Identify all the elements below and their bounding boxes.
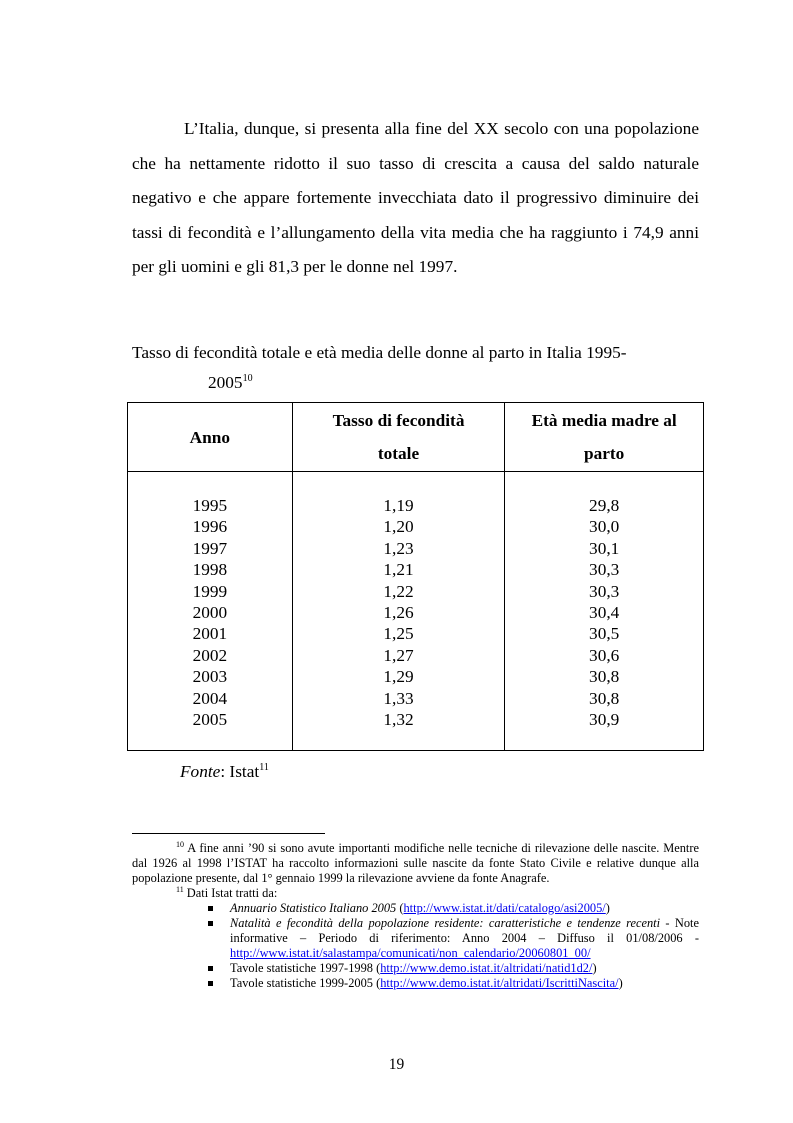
- tasso-cell: 1,23: [383, 538, 414, 558]
- caption-footnote-ref[interactable]: 10: [242, 373, 253, 384]
- anno-cell: 1998: [192, 560, 228, 580]
- anno-cell: 1996: [192, 517, 228, 537]
- source-link[interactable]: http://www.istat.it/dati/catalogo/asi2005/: [403, 901, 606, 915]
- header-tasso: [292, 403, 505, 472]
- footnote-10-text: A fine anni ’90 si sono avute importanti modifiche nelle tecniche di rilevazione delle nascite. Mentre dal 1926 al 1998 l’ISTAT ha raccolto informazioni sulle nascite da fonte Stato Civile e relative dunque alla popolazione presente, dal 1° gennaio 1999 la rilevazione avviene da fonte Anagrafe.: [132, 841, 699, 885]
- source-title: Annuario Statistico Italiano 2005: [230, 901, 397, 915]
- tasso-cell: 1,27: [383, 645, 414, 665]
- tasso-column: [292, 472, 505, 751]
- caption-line2: [132, 367, 699, 399]
- source-link[interactable]: http://www.demo.istat.it/altridati/IscrittiNascita/: [380, 976, 619, 990]
- source-label: Fonte: [180, 762, 221, 781]
- anno-cell: 2002: [192, 645, 228, 665]
- header-tasso-line2: totale: [377, 444, 420, 463]
- eta-cell: 30,8: [589, 688, 620, 708]
- tasso-cell: 1,25: [383, 624, 414, 644]
- anno-cell: 2003: [192, 667, 228, 687]
- bullet-icon: [208, 906, 213, 911]
- tasso-cell: 1,21: [383, 560, 414, 580]
- eta-cell: 29,8: [589, 496, 620, 515]
- anno-cell: 1997: [192, 538, 228, 558]
- footnote-divider: [132, 833, 325, 834]
- tasso-cell: 1,33: [383, 688, 414, 708]
- anno-cell: 2005: [192, 710, 228, 730]
- anno-column: [128, 472, 293, 751]
- tasso-cell: 1,19: [383, 496, 414, 515]
- source-title: Natalità e fecondità della popolazione residente: caratteristiche e tendenze recenti: [230, 916, 661, 930]
- source-text: - Note informative – Periodo di riferimento: Anno 2004 – Diffuso il 01/08/2006 -: [230, 916, 699, 945]
- footnotes: [132, 841, 699, 991]
- bullet-icon: [208, 921, 213, 926]
- tasso-cell: 1,29: [383, 667, 414, 687]
- source-text: (: [396, 901, 404, 915]
- source-list: [132, 901, 699, 991]
- bullet-icon: [208, 966, 213, 971]
- anno-cell: 2001: [192, 624, 228, 644]
- eta-cell: 30,3: [589, 560, 620, 580]
- body-paragraph: [132, 112, 699, 285]
- eta-cell: 30,8: [589, 667, 620, 687]
- header-tasso-line1: Tasso di fecondità: [332, 411, 465, 430]
- header-eta-line1: Età media madre al: [531, 411, 677, 430]
- anno-cell: 2004: [192, 688, 228, 708]
- tasso-cell: 1,32: [383, 710, 414, 730]
- footnote-11-text: Dati Istat tratti da:: [183, 886, 278, 900]
- fertility-table: [127, 402, 704, 751]
- caption-line1: Tasso di fecondità totale e età media delle donne al parto in Italia 1995-: [132, 343, 627, 362]
- source-text-end: ): [605, 901, 610, 915]
- eta-cell: 30,1: [589, 538, 620, 558]
- page-number: 19: [388, 1056, 405, 1073]
- source-link[interactable]: http://www.demo.istat.it/altridati/natid1d2/: [380, 961, 593, 975]
- eta-cell: 30,9: [589, 710, 620, 730]
- anno-cell: 1995: [192, 496, 228, 515]
- bullet-icon: [208, 981, 213, 986]
- footnote-11-ref: 11: [176, 885, 184, 894]
- eta-cell: 30,3: [589, 581, 620, 601]
- footnote-11: [132, 886, 699, 901]
- source-text: Tavole statistiche 1999-2005 (: [230, 976, 381, 990]
- header-eta-line2: parto: [584, 444, 625, 463]
- tasso-cell: 1,22: [383, 581, 414, 601]
- tasso-cell: 1,20: [383, 517, 414, 537]
- eta-cell: 30,4: [589, 603, 620, 623]
- eta-cell: 30,6: [589, 645, 620, 665]
- source-footnote-ref[interactable]: 11: [259, 762, 269, 773]
- eta-cell: 30,5: [589, 624, 620, 644]
- header-eta: [505, 403, 704, 472]
- eta-cell: 30,0: [589, 517, 620, 537]
- footnote-10-ref: 10: [176, 840, 184, 849]
- table-header-row: [128, 403, 704, 472]
- source-item: [230, 901, 699, 916]
- source-text: Tavole statistiche 1997-1998 (: [230, 961, 381, 975]
- caption-year: 2005: [208, 373, 243, 392]
- table-body-row: [128, 472, 704, 751]
- tasso-cell: 1,26: [383, 603, 414, 623]
- source-value: : Istat: [220, 762, 260, 781]
- paragraph-text: L’Italia, dunque, si presenta alla fine del XX secolo con una popolazione che ha nettamente ridotto il suo tasso di crescita a causa del saldo naturale negativo e che appare fortemente invecchiata dato il progressivo diminuire dei tassi di fecondità e l’allungamento della vita media che ha raggiunto i 74,9 anni per gli uomini e gli 81,3 per le donne nel 1997.: [132, 119, 699, 277]
- eta-column: [505, 472, 704, 751]
- source-item: [230, 961, 699, 976]
- source-link[interactable]: http://www.istat.it/salastampa/comunicati/non_calendario/20060801_00/: [230, 946, 591, 960]
- source-item: [230, 916, 699, 961]
- source-line: [180, 762, 269, 782]
- anno-cell: 1999: [192, 581, 228, 601]
- footnote-10: [132, 841, 699, 886]
- table-caption: [132, 337, 699, 399]
- header-anno: Anno: [128, 403, 293, 472]
- source-text-end: ): [592, 961, 597, 975]
- source-text-end: ): [618, 976, 623, 990]
- anno-cell: 2000: [192, 603, 228, 623]
- source-item: [230, 976, 699, 991]
